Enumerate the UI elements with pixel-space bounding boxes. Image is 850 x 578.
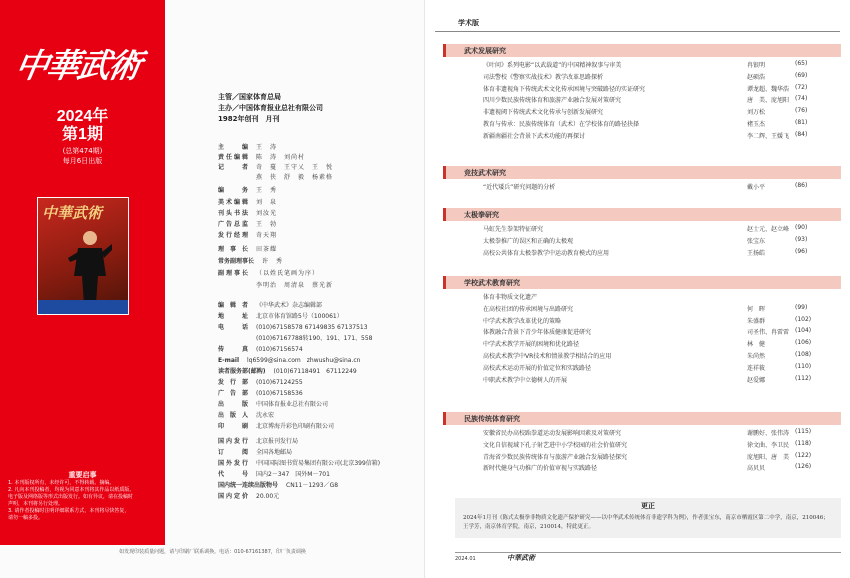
masthead-value: (010)67156574 (256, 346, 303, 353)
toc-entry[interactable] (443, 105, 841, 117)
toc-section (443, 166, 841, 192)
toc-entry-title: 中学武术教学改革优化的策略 (483, 317, 562, 325)
section-header (443, 276, 841, 289)
toc-entry-author: 戴小平 (747, 184, 766, 191)
masthead-label: 代号 (218, 471, 248, 478)
masthead-label: 订阅 (218, 449, 248, 456)
toc-entry[interactable] (443, 438, 841, 450)
masthead-label: 刊头书法 (218, 210, 248, 217)
toc-entry-author: 徐文曲、李卫民 (747, 441, 790, 449)
masthead-label: 责任编辑 (218, 154, 248, 161)
masthead-value: 刘汝光 (256, 210, 278, 217)
masthead-label: 国内定价 (218, 493, 248, 500)
toc-entry-author: 李二辉、王媛飞 (747, 132, 790, 140)
magazine-logo: 中華武術 (12, 46, 144, 85)
toc-entry-title: 马虹先生拳架特征研究 (483, 226, 544, 233)
masthead-label: 理事长 (218, 246, 248, 253)
masthead-label: E-mail (218, 357, 240, 364)
masthead-label: 编务 (218, 187, 248, 194)
toc-section (443, 412, 841, 473)
masthead-row (218, 311, 343, 320)
toc-entry-page: (90) (795, 224, 808, 231)
masthead-row (218, 421, 334, 430)
toc-entry[interactable] (443, 70, 841, 82)
masthead-row (218, 197, 277, 206)
issue-number: 第1期 (62, 126, 103, 143)
masthead-value: 田茶耀 (256, 246, 278, 253)
toc-entry-page: (99) (795, 303, 808, 311)
masthead-row (218, 410, 274, 419)
toc-entry-author: 朱盛群 (747, 317, 766, 325)
masthead-value: 北京博海升彩色印刷有限公司 (256, 423, 335, 430)
masthead-row (218, 355, 360, 364)
masthead-row (218, 388, 303, 397)
masthead-label: 国外发行 (218, 460, 248, 467)
toc-entry-author: 谭龙超、魏华浩 (747, 85, 790, 93)
masthead-label: 读者服务部(邮购) (218, 368, 266, 375)
section-title: 民族传统体育研究 (464, 414, 520, 423)
masthead-row (218, 162, 333, 171)
masthead-value: (010)67167788转190、191、171、558 (256, 335, 373, 342)
toc-entry-title: 体育非物质文化遗产 (483, 294, 538, 301)
toc-entry-author: 司圣伟、冉雷雷 (747, 329, 790, 337)
right-page (425, 0, 850, 578)
masthead-value: 奇天翔 (256, 232, 278, 239)
masthead-value: 王 涛 (256, 144, 278, 151)
masthead-label: 印刷 (218, 423, 248, 430)
toc-entry-title: 高校武术运动开展的价值定位和实践路径 (483, 364, 592, 372)
masthead-row (218, 447, 292, 456)
footer-page: 2024.01 (455, 556, 476, 562)
masthead-value: 陈 涛 刘尚村 (256, 154, 306, 161)
masthead-value: CN11－1293／G8 (286, 482, 339, 489)
toc-entry-author: 林 健 (747, 341, 766, 349)
toc-entry[interactable] (443, 117, 841, 129)
toc-entry-title: 安徽省民办高校跆拳道运动发展影响因素及对策研究 (483, 430, 622, 437)
toc-entry[interactable] (443, 58, 841, 70)
toc-entry-author: 赵士元、赵立峰 (747, 226, 790, 233)
toc-entry-page: (81) (795, 118, 808, 126)
toc-entry-author: 庞旭阳、唐 美 (747, 453, 790, 461)
masthead-row (218, 458, 380, 467)
toc-entry-author: 赵硕浩 (747, 73, 766, 81)
masthead-row (218, 469, 330, 478)
column-header (435, 14, 840, 32)
toc-entry-page: (112) (795, 374, 812, 382)
section-title: 武术发展研究 (464, 46, 506, 55)
toc-entry-page: (118) (795, 439, 812, 447)
correction-body: 2024年1月刊《陈式太极拳非物质文化遗产保护研究——以中华武术传统体育非遗学科为例》，作者张宝东，南京市栖霞区第二中学，南京，210046；王学芳，南京体育学院，南京，210014，特此更正。 (463, 515, 829, 530)
column-tag: 学术版 (458, 19, 479, 27)
founded: 1982年创刊 月刊 (218, 115, 280, 123)
page-footer (455, 552, 841, 562)
toc-entry-title: 高校公共体育太极拳教学中运动教育模式的应用 (483, 249, 610, 257)
notice-text: 1. 本刊版权所有，未经许可，不得转载、摘编。 2. 凡向本刊投稿者，均视为同意本刊将其作品以纸质版、 电子版及网络版等形式出版发行。如有异议，请在投稿时 声明，本刊将另行处理。 3. 请作者投稿时注明详细联系方式，本刊将尽快答复， 请勿一稿多投。 (8, 480, 135, 521)
toc-entry-author: 冉银明 (747, 62, 766, 69)
total-issue: (总第474期) (62, 147, 103, 155)
toc-entry-author: 王扬皓 (747, 249, 766, 257)
masthead-label: 副理事长 (218, 270, 248, 277)
toc-entry-title: 青海省少数民族传统体育与旅游产业融合发展路径探究 (483, 453, 628, 461)
section-header (443, 166, 841, 179)
masthead-value: 全国各地邮局 (256, 449, 293, 456)
toc-entry-author: 高贝贝 (747, 465, 766, 473)
supervisor: 主管／国家体育总局 (218, 93, 281, 101)
toc-entry-page: (110) (795, 362, 812, 370)
toc-entry-page: (65) (795, 60, 808, 67)
correction-box (455, 498, 841, 538)
masthead-value: lq6599@sina.com zhwushu@sina.cn (247, 357, 361, 364)
masthead-value: 《中华武术》杂志编辑部 (256, 302, 323, 309)
toc-entry[interactable] (443, 337, 841, 349)
toc-section (443, 276, 841, 384)
masthead-row (218, 366, 357, 375)
toc-entry-title: 中职武术教学中立德树人的开展 (483, 376, 568, 384)
masthead-row (218, 219, 277, 228)
masthead-row (218, 300, 322, 309)
masthead-label: 广告总监 (218, 221, 248, 228)
masthead-row (218, 230, 277, 239)
toc-entry-page: (104) (795, 327, 812, 335)
masthead-row (218, 172, 333, 181)
masthead-value: 北京市体育馆路5号（100061） (256, 313, 343, 320)
toc-entry-title: “近代矮兵”研究问题的分析 (483, 184, 556, 191)
masthead-row (218, 244, 277, 253)
toc-entry[interactable] (443, 129, 841, 141)
section-header (443, 44, 841, 57)
toc-entry-author: 谢鹏好、张伟涛 (747, 430, 790, 437)
toc-entry[interactable] (443, 222, 841, 234)
masthead-value: 王 勃 (256, 221, 278, 228)
masthead-value: (010)67158536 (256, 390, 303, 397)
toc-entry-author: 刘万松 (747, 109, 766, 117)
toc-entry[interactable] (443, 314, 841, 326)
toc-entry-title: 司法警校《警察实战技术》教学改革思路探析 (483, 73, 604, 81)
masthead-value: 北京报刊发行局 (256, 438, 299, 445)
toc-entry[interactable] (443, 373, 841, 385)
masthead-value: (010)67158578 67149835 67137513 (256, 324, 368, 331)
masthead-value: (010)67124255 (256, 379, 303, 386)
toc-entry[interactable] (443, 325, 841, 337)
sponsor: 主办／中国体育报业总社有限公司 (218, 104, 323, 112)
toc-entry-page: (96) (795, 247, 808, 255)
toc-entry-title: 《叶问》系列电影“以武载道”的中国精神叙事与审美 (483, 62, 622, 69)
masthead-label: 出版人 (218, 412, 248, 419)
masthead-label: 主编 (218, 144, 248, 151)
toc-entry-author: 张宝东 (747, 237, 766, 245)
masthead-label: 发行部 (218, 379, 248, 386)
masthead-value: （以姓氏笔画为序） (256, 270, 320, 277)
masthead-row (218, 344, 303, 353)
masthead-row (218, 377, 303, 386)
masthead-row (218, 185, 277, 194)
masthead-label: 出版 (218, 401, 248, 408)
masthead-label: 地址 (218, 313, 248, 320)
print-quality-note: 如发现印装质量问题，请与印刷厂联系调换。电话：010-67161387，印厂负责调换 (119, 549, 306, 555)
toc-entry[interactable] (443, 302, 841, 314)
masthead-row (218, 491, 279, 500)
toc-entry-title: 太极拳推广的误区和正确的太极观 (483, 237, 574, 245)
toc-entry-title: 体育非遗视角下传统武术文化传承困境与突破路径的实证研究 (483, 85, 646, 93)
toc-entry-title: 教育与传承：民族传统体育（武术）在学校体育的路径抉择 (483, 120, 640, 128)
masthead-value: 中国国际图书贸易集团有限公司(北京399信箱) (256, 460, 381, 467)
masthead-row (218, 256, 283, 265)
masthead-value: 王 秀 (256, 187, 278, 194)
toc-entry[interactable] (443, 290, 841, 302)
toc-entry[interactable] (443, 180, 841, 192)
toc-entry-page: (76) (795, 107, 808, 115)
masthead-value: 燕 侠 舒 毅 杨素格 (256, 174, 334, 181)
toc-entry-page: (115) (795, 428, 812, 435)
masthead-header (218, 92, 323, 125)
cover-thumbnail-banner (38, 300, 129, 314)
masthead-row (218, 399, 328, 408)
masthead-label: 编辑者 (218, 302, 248, 309)
masthead-label: 常务副理事长 (218, 258, 255, 265)
masthead-value: 许 秀 (262, 258, 284, 265)
masthead-label: 广告部 (218, 390, 248, 397)
masthead-value: 奇 蔓 王守乂 王 悦 (256, 164, 334, 171)
cover-thumbnail (37, 197, 129, 315)
masthead-row (218, 268, 319, 277)
correction-title: 更正 (641, 502, 655, 510)
toc-section (443, 208, 841, 257)
toc-entry-title: 中学武术教学开展的困境和优化路径 (483, 341, 580, 349)
toc-entry-page: (86) (795, 182, 808, 189)
section-title: 太极拳研究 (464, 210, 499, 219)
toc-entry-author: 赵爱娜 (747, 376, 766, 384)
masthead-row (218, 280, 333, 289)
section-header (443, 412, 841, 425)
masthead-row (218, 208, 277, 217)
masthead-row (218, 322, 368, 331)
toc-entry-title: 四川少数民族传统体育和旅游产业融合发展对策研究 (483, 97, 622, 105)
masthead-label: 电话 (218, 324, 248, 331)
toc-entry-title: 文化自信视域下孔子射艺进中小学校园的社会价值研究 (483, 441, 628, 449)
masthead-label: 国内统一连续出版物号 (218, 482, 279, 489)
masthead-row (218, 152, 305, 161)
publish-day: 每月6日出版 (62, 157, 103, 165)
toc-entry-author: 朱尚然 (747, 352, 766, 360)
toc-entry-page: (106) (795, 339, 812, 347)
toc-entry-title: 非遗视阈下传统武术文化传承与创新发展研究 (483, 109, 604, 117)
masthead-label: 记者 (218, 164, 248, 171)
toc-entry[interactable] (443, 82, 841, 94)
toc-entry-page: (84) (795, 130, 808, 138)
masthead-label: 美术编辑 (218, 199, 248, 206)
section-title: 竞技武术研究 (464, 168, 506, 177)
toc-entry[interactable] (443, 246, 841, 258)
masthead-value: 沈永宏 (256, 412, 275, 419)
notice-title: 重要启事 (68, 471, 97, 479)
masthead-row (218, 480, 338, 489)
masthead-value: (010)67118491 67112249 (273, 368, 357, 375)
martial-artist-figure (68, 228, 112, 304)
masthead-label: 国内发行 (218, 438, 248, 445)
masthead-label: 发行经理 (218, 232, 248, 239)
toc-entry-title: 体教融合背景下青少年体质健康促进研究 (483, 329, 592, 337)
toc-entry-title: 新疆南疆社会背景下武术功能的再探讨 (483, 132, 586, 140)
toc-entry-page: (108) (795, 350, 812, 358)
cover-strip (0, 0, 165, 545)
masthead-row (218, 333, 372, 342)
toc-entry-author: 连祥筱 (747, 364, 766, 372)
masthead-label: 传真 (218, 346, 248, 353)
toc-entry-page: (69) (795, 71, 808, 79)
masthead-value: 20.00元 (256, 493, 280, 500)
toc-entry-title: 高校武术教学中VR技术和情景教学相结合的应用 (483, 352, 612, 360)
toc-entry[interactable] (443, 349, 841, 361)
section-title: 学校武术教育研究 (464, 278, 520, 287)
footer-logo: 中華武術 (507, 553, 535, 562)
toc-entry[interactable] (443, 426, 841, 438)
toc-entry-author: 唐 美、庞旭阳 (747, 97, 790, 105)
masthead-value: 刘 泉 (256, 199, 278, 206)
masthead-row (218, 436, 298, 445)
toc-entry-page: (126) (795, 463, 812, 471)
section-header (443, 208, 841, 221)
toc-entry-page: (102) (795, 315, 812, 323)
toc-entry-author: 何 晖 (747, 305, 766, 313)
toc-entry[interactable] (443, 93, 841, 105)
toc-entry-page: (122) (795, 451, 812, 459)
toc-entry-page: (74) (795, 95, 808, 103)
toc-entry-title: 在高校社团的传承困境与出路研究 (483, 305, 574, 313)
issue-year: 2024年 (56, 108, 109, 125)
toc-entry[interactable] (443, 450, 841, 462)
masthead-value: 中国体育报业总社有限公司 (256, 401, 329, 408)
toc-entry-title: 新时代健身气功推广的价值审视与实践路径 (483, 465, 598, 473)
toc-entry-page: (93) (795, 235, 808, 243)
toc-entry-author: 褚玉杰 (747, 120, 766, 128)
masthead-row (218, 142, 277, 151)
toc-entry-page: (72) (795, 83, 808, 91)
masthead-value: 国内2－347 国外M－701 (256, 471, 330, 478)
masthead-value: 李明治 周清泉 蔡光新 (256, 282, 334, 289)
cover-thumbnail-logo: 中華武術 (42, 204, 103, 222)
toc-entry[interactable] (443, 461, 841, 473)
toc-section (443, 44, 841, 141)
toc-entry[interactable] (443, 234, 841, 246)
toc-entry[interactable] (443, 361, 841, 373)
